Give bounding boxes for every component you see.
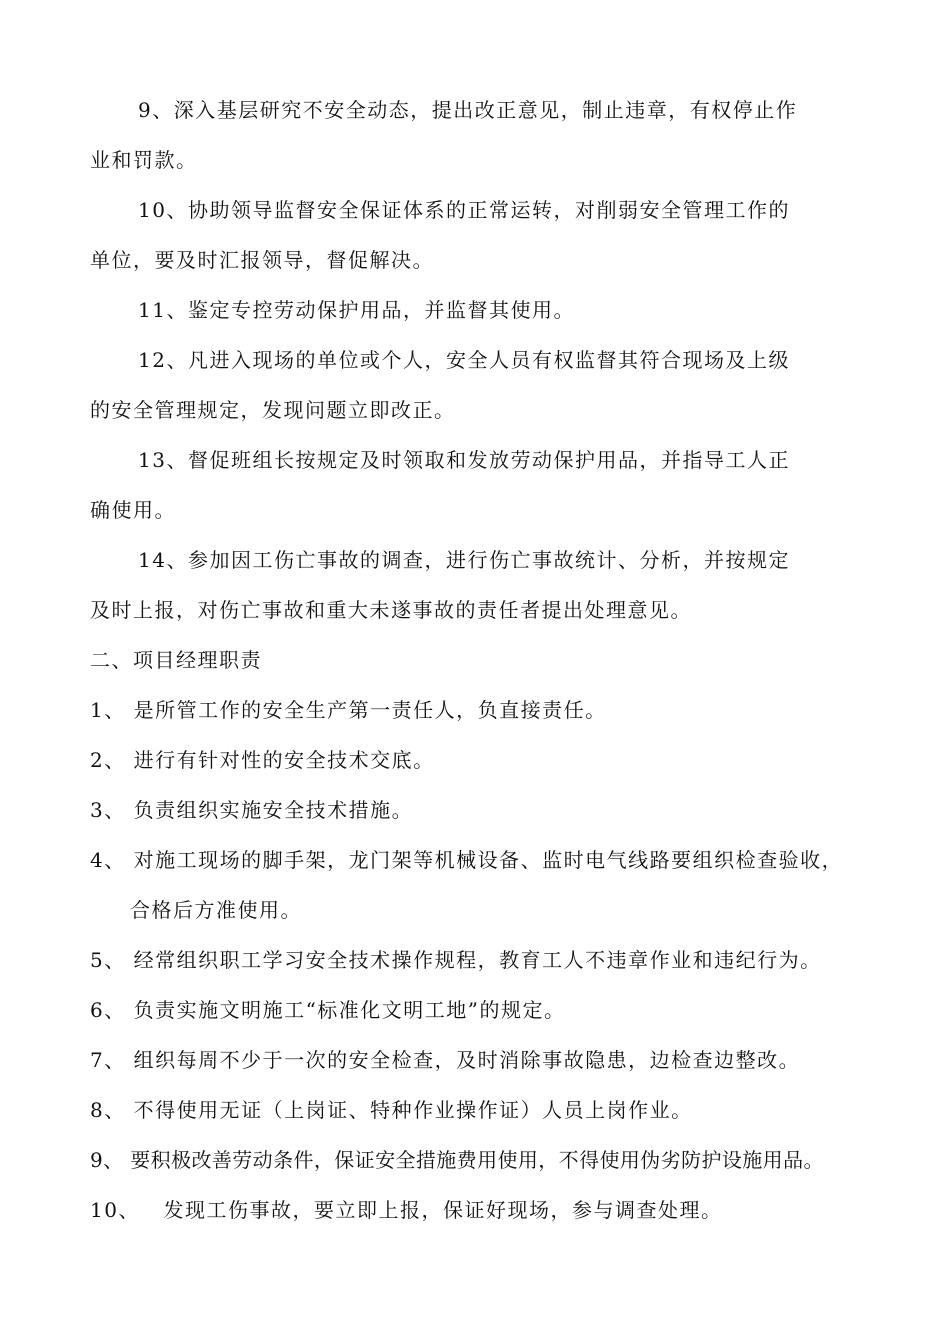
section-2-heading: 二、项目经理职责 <box>90 648 262 672</box>
pm-item-7 <box>90 1035 870 1085</box>
item-line: 10、 发现工伤事故，要立即上报，保证好现场，参与调查处理。 <box>90 1198 723 1222</box>
item-line: 及时上报，对伤亡事故和重大未遂事故的责任者提出处理意见。 <box>90 598 692 622</box>
pm-item-1 <box>90 685 870 735</box>
pm-item-5 <box>90 935 870 985</box>
item-line: 业和罚款。 <box>90 148 198 172</box>
item-9-safety <box>90 85 870 185</box>
pm-item-10 <box>90 1185 870 1235</box>
pm-item-9 <box>90 1135 870 1185</box>
item-line: 10、协助领导监督安全保证体系的正常运转，对削弱安全管理工作的 <box>138 198 790 222</box>
item-14-safety <box>90 535 870 635</box>
item-12-safety <box>90 335 870 435</box>
item-13-safety <box>90 435 870 535</box>
item-11-safety <box>90 285 870 335</box>
item-10-safety <box>90 185 870 285</box>
item-line: 14、参加因工伤亡事故的调查，进行伤亡事故统计、分析，并按规定 <box>138 548 790 572</box>
section-heading <box>90 635 870 685</box>
item-line: 9、 要积极改善劳动条件，保证安全措施费用使用，不得使用伪劣防护设施用品。 <box>90 1148 824 1172</box>
item-line: 8、 不得使用无证（上岗证、特种作业操作证）人员上岗作业。 <box>90 1098 693 1122</box>
item-line: 9、深入基层研究不安全动态，提出改正意见，制止违章，有权停止作 <box>138 98 798 122</box>
item-line: 2、 进行有针对性的安全技术交底。 <box>90 748 435 772</box>
item-line: 7、 组织每周不少于一次的安全检查，及时消除事故隐患，边检查边整改。 <box>90 1048 801 1072</box>
item-line: 12、凡进入现场的单位或个人，安全人员有权监督其符合现场及上级 <box>138 348 790 372</box>
item-line: 13、督促班组长按规定及时领取和发放劳动保护用品，并指导工人正 <box>138 448 790 472</box>
item-line: 6、 负责实施文明施工“标准化文明工地”的规定。 <box>90 998 566 1022</box>
pm-item-4 <box>90 835 870 935</box>
item-line: 5、 经常组织职工学习安全技术操作规程，教育工人不违章作业和违纪行为。 <box>90 948 822 972</box>
pm-item-8 <box>90 1085 870 1135</box>
item-line: 的安全管理规定，发现问题立即改正。 <box>90 398 456 422</box>
pm-item-2 <box>90 735 870 785</box>
item-line: 11、鉴定专控劳动保护用品，并监督其使用。 <box>138 298 575 322</box>
item-line: 单位，要及时汇报领导，督促解决。 <box>90 248 434 272</box>
item-line: 1、 是所管工作的安全生产第一责任人，负直接责任。 <box>90 698 607 722</box>
item-line: 确使用。 <box>90 498 176 522</box>
item-line: 3、 负责组织实施安全技术措施。 <box>90 798 414 822</box>
item-line: 4、 对施工现场的脚手架，龙门架等机械设备、监时电气线路要组织检查验收， <box>90 848 844 872</box>
pm-item-6 <box>90 985 870 1035</box>
item-line: 合格后方准使用。 <box>130 898 302 922</box>
pm-item-3 <box>90 785 870 835</box>
